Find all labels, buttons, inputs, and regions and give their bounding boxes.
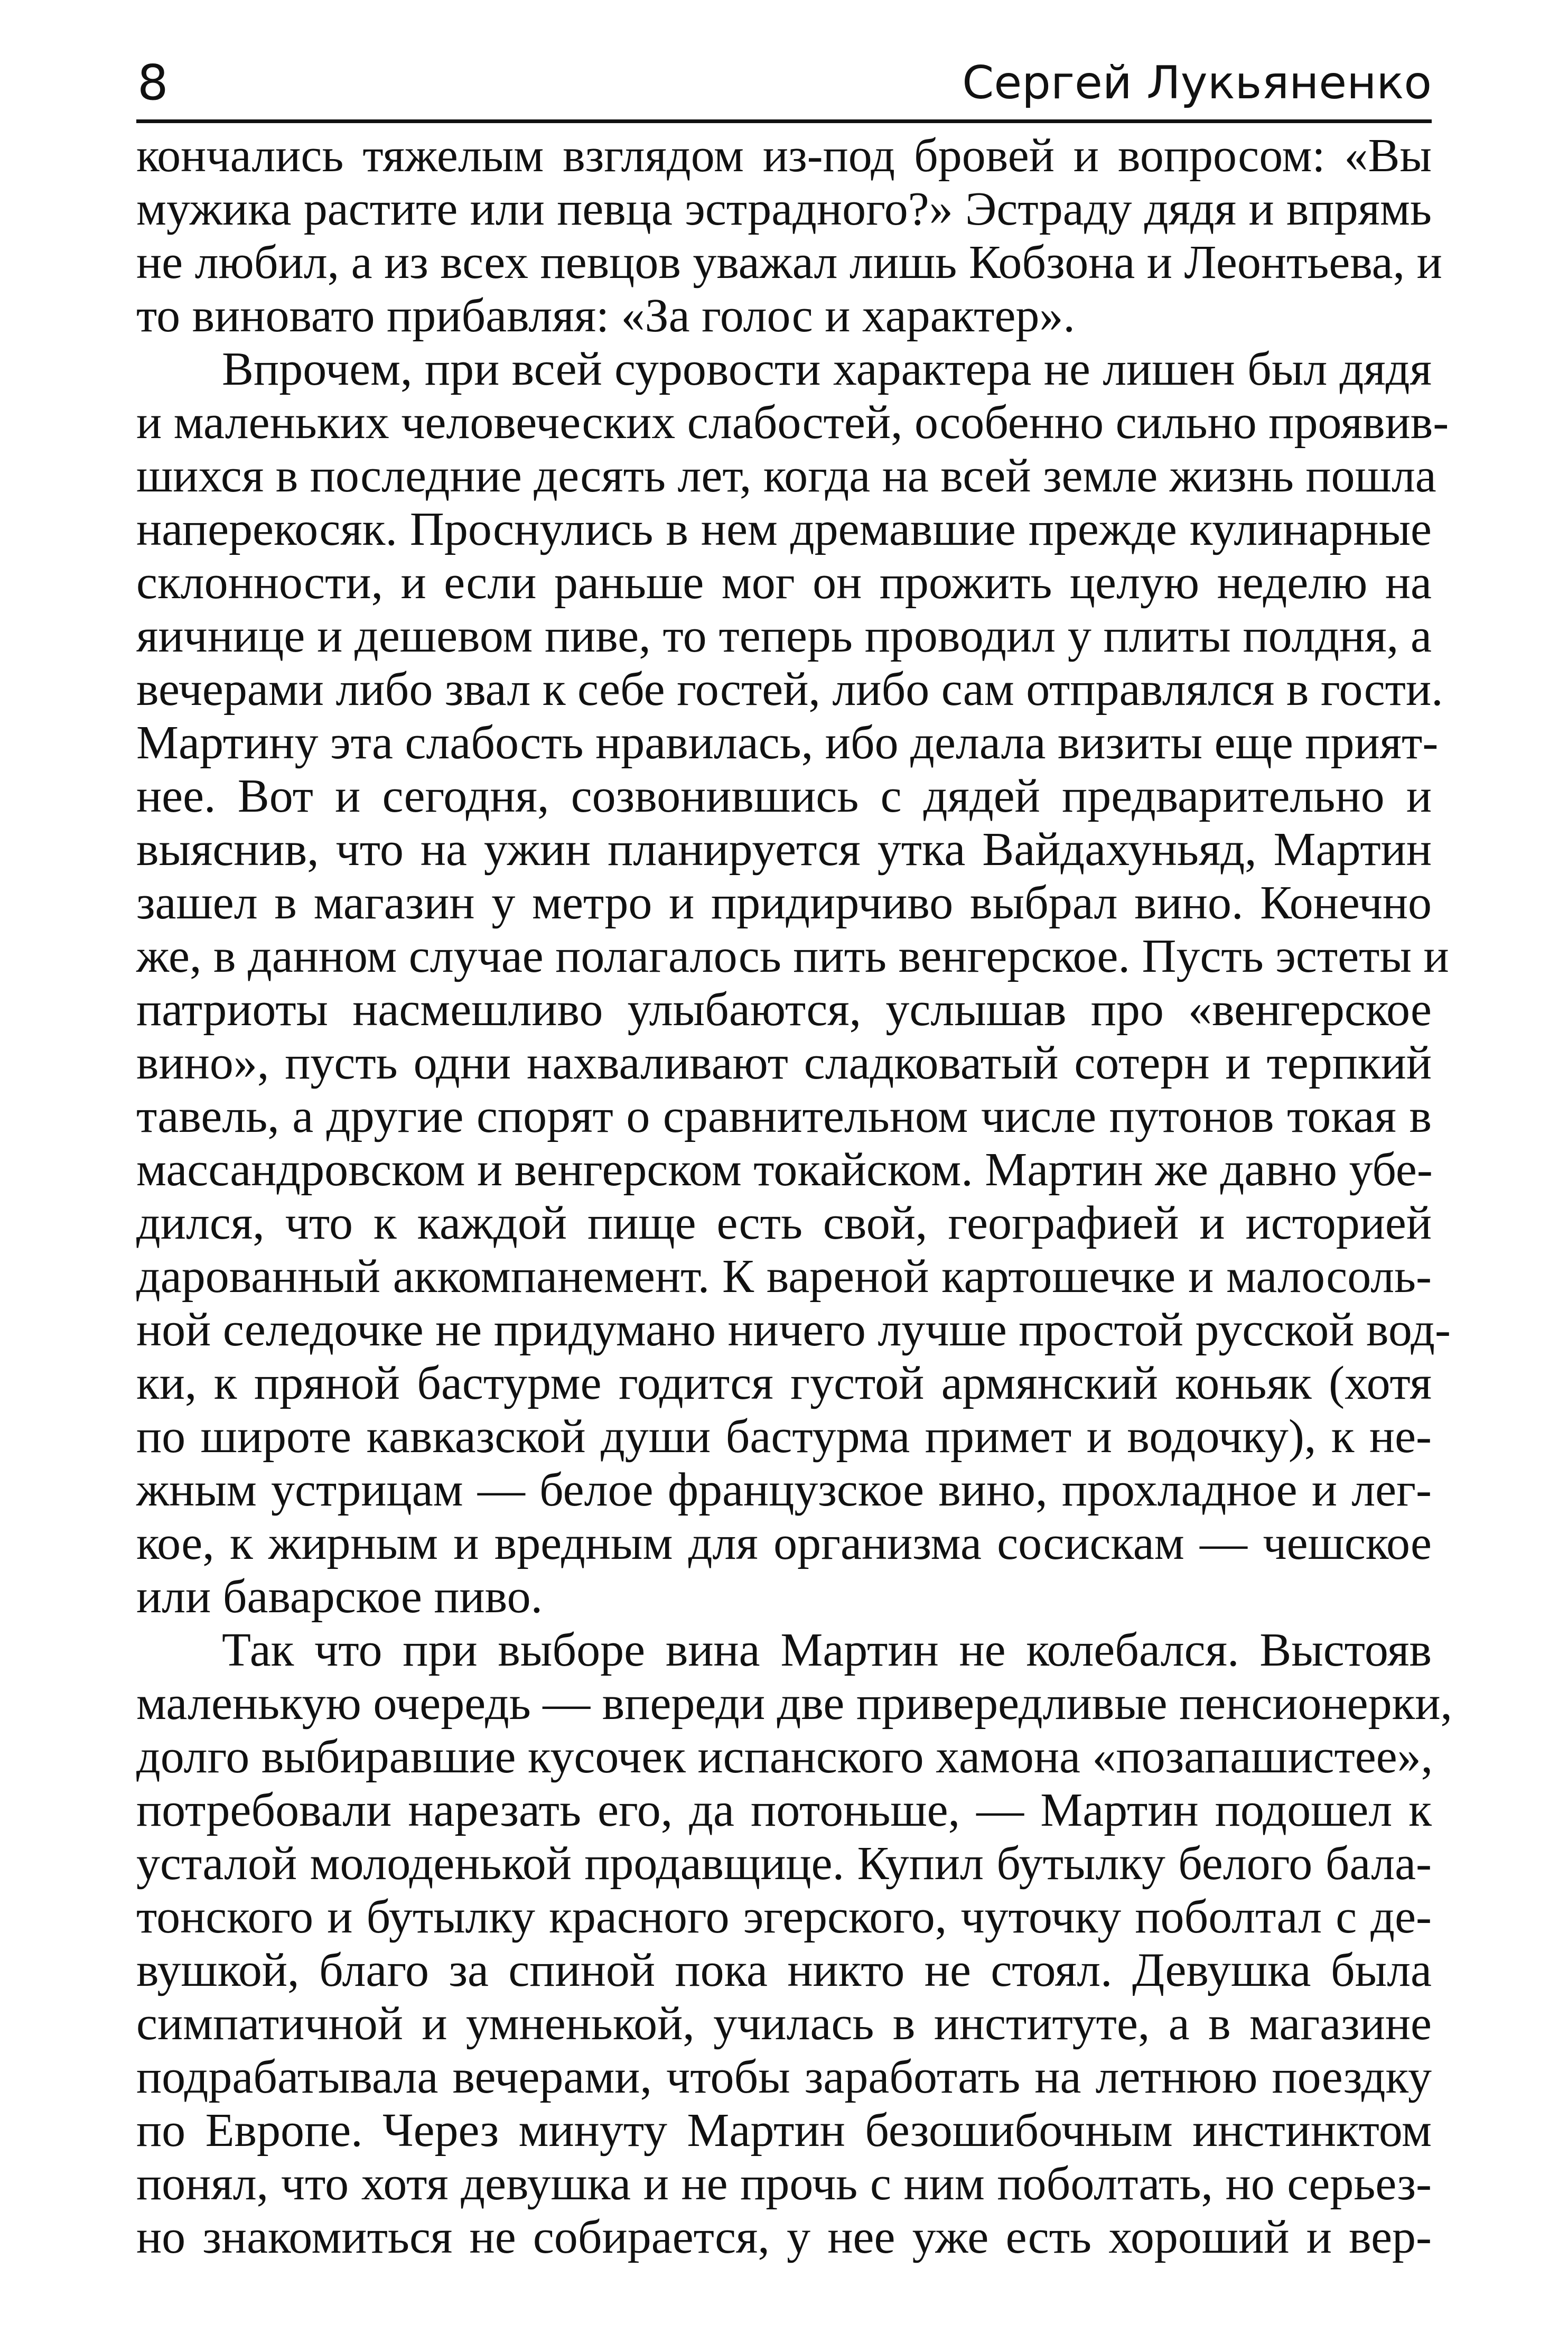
- text-line: маленькую очередь — впереди две привередливые пенсионерки,: [136, 1677, 1452, 1730]
- running-head-author: Сергей Лукьяненко: [962, 57, 1432, 109]
- text-line: то виновато прибавляя: «За голос и характер».: [136, 290, 1075, 342]
- text-line: кончались тяжелым взглядом из-под бровей и вопросом: «Вы: [136, 129, 1432, 182]
- text-line: наперекосяк. Проснулись в нем дремавшие прежде кулинарные: [136, 503, 1432, 555]
- text-line: вушкой, благо за спиной пока никто не стоял. Девушка была: [136, 1944, 1432, 1996]
- text-line: патриоты насмешливо улыбаются, услышав про «венгерское: [136, 983, 1432, 1036]
- text-line: Так что при выборе вина Мартин не колебался. Выстояв: [222, 1624, 1432, 1676]
- text-line: дился, что к каждой пище есть свой, географией и историей: [136, 1197, 1432, 1249]
- text-line: но знакомиться не собирается, у нее уже есть хороший и вер-: [136, 2211, 1432, 2263]
- text-line: массандровском и венгерском токайском. Мартин же давно убе-: [136, 1144, 1433, 1196]
- text-line: жным устрицам — белое французское вино, прохладное и лег-: [136, 1464, 1432, 1516]
- text-line: и маленьких человеческих слабостей, особенно сильно проявив-: [136, 396, 1449, 449]
- text-line: ной селедочке не придумано ничего лучше простой русской вод-: [136, 1304, 1451, 1356]
- text-line: Впрочем, при всей суровости характера не лишен был дядя: [222, 343, 1432, 395]
- text-line: же, в данном случае полагалось пить венгерское. Пусть эстеты и: [136, 930, 1449, 982]
- text-line: зашел в магазин у метро и придирчиво выбрал вино. Конечно: [136, 877, 1432, 929]
- text-line: нее. Вот и сегодня, созвонившись с дядей предварительно и: [136, 770, 1432, 822]
- text-line: долго выбиравшие кусочек испанского хамона «позапашистее»,: [136, 1731, 1433, 1783]
- text-line: подрабатывала вечерами, чтобы заработать на летнюю поездку: [136, 2051, 1432, 2103]
- page-number: 8: [137, 54, 169, 111]
- text-line: шихся в последние десять лет, когда на всей земле жизнь пошла: [136, 450, 1436, 502]
- text-line: Мартину эта слабость нравилась, ибо делала визиты еще прият-: [136, 717, 1439, 769]
- text-line: не любил, а из всех певцов уважал лишь Кобзона и Леонтьева, и: [136, 236, 1442, 289]
- text-line: вино», пусть одни нахваливают сладковатый сотерн и терпкий: [136, 1037, 1432, 1089]
- text-line: тавель, а другие спорят о сравнительном числе путонов токая в: [136, 1090, 1432, 1142]
- text-line: понял, что хотя девушка и не прочь с ним поболтать, но серьез-: [136, 2158, 1432, 2210]
- text-line: кое, к жирным и вредным для организма сосискам — чешское: [136, 1517, 1432, 1569]
- text-line: или баварское пиво.: [136, 1570, 543, 1623]
- text-line: симпатичной и умненькой, училась в институте, а в магазине: [136, 1997, 1432, 2050]
- text-line: склонности, и если раньше мог он прожить целую неделю на: [136, 556, 1432, 609]
- text-line: по широте кавказской души бастурма примет и водочку), к не-: [136, 1410, 1432, 1463]
- header-rule: [136, 119, 1432, 123]
- text-line: ки, к пряной бастурме годится густой армянский коньяк (хотя: [136, 1357, 1432, 1409]
- page-header: [136, 49, 1432, 117]
- text-line: мужика растите или певца эстрадного?» Эстраду дядя и впрямь: [136, 183, 1432, 235]
- text-line: потребовали нарезать его, да потоньше, — Мартин подошел к: [136, 1784, 1432, 1836]
- text-line: яичнице и дешевом пиве, то теперь проводил у плиты полдня, а: [136, 610, 1432, 662]
- text-line: вечерами либо звал к себе гостей, либо сам отправлялся в гости.: [136, 663, 1443, 715]
- body-text: [136, 129, 1452, 2264]
- text-line: тонского и бутылку красного эгерского, чуточку поболтал с де-: [136, 1891, 1432, 1943]
- text-line: по Европе. Через минуту Мартин безошибочным инстинктом: [136, 2104, 1432, 2157]
- text-line: дарованный аккомпанемент. К вареной картошечке и малосоль-: [136, 1250, 1432, 1303]
- text-line: выяснив, что на ужин планируется утка Вайдахуньяд, Мартин: [136, 823, 1432, 876]
- text-line: усталой молоденькой продавщице. Купил бутылку белого бала-: [136, 1837, 1432, 1890]
